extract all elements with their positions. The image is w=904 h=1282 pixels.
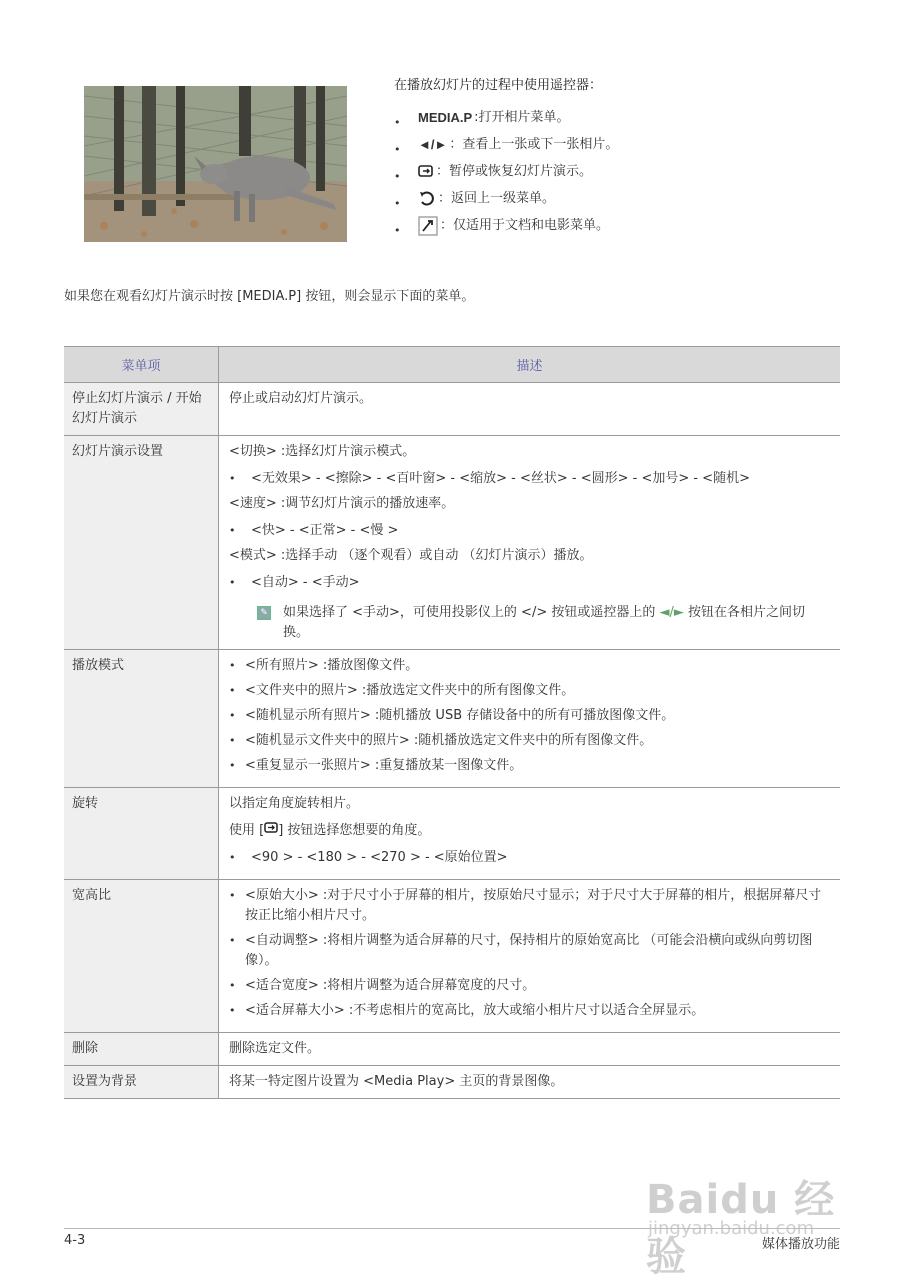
table-row — [64, 383, 840, 436]
desc-bullet: • <90 > - <180 > - <270 > - <原始位置> — [229, 848, 830, 868]
baidu-watermark — [646, 1150, 846, 1280]
desc-bullet: • <原始大小> :对于尺寸小于屏幕的相片，按原始尺寸显示；对于尺寸大于屏幕的相片，根据屏幕尺寸按正比缩小相片尺寸。 — [229, 886, 830, 926]
table-row — [64, 436, 840, 650]
desc-bullet: • <随机显示文件夹中的照片> :随机播放选定文件夹中的所有图像文件。 — [229, 731, 830, 751]
bullet: • — [394, 116, 401, 129]
desc-bullet: • <随机显示所有照片> :随机播放 USB 存储设备中的所有可播放图像文件。 — [229, 706, 830, 726]
desc-line: <模式> :选择手动 （逐个观看）或自动 （幻灯片演示）播放。 — [229, 548, 593, 563]
desc-text: 使用 [ — [229, 823, 265, 838]
desc-bullet: • <自动调整> :将相片调整为适合屏幕的尺寸，保持相片的原始宽高比 （可能会沿横向或纵向剪切图像）。 — [229, 931, 830, 971]
desc-bullet: • <适合屏幕大小> :不考虑相片的宽高比，放大或缩小相片尺寸以适合全屏显示。 — [229, 1001, 830, 1021]
menu-item-label: 幻灯片演示设置 — [64, 436, 219, 650]
table-row — [64, 1033, 840, 1066]
menu-item-label: 停止幻灯片演示 / 开始幻灯片演示 — [64, 383, 219, 436]
desc-text: ] 按钮选择您想要的角度。 — [278, 823, 431, 838]
watermark-logo: Baidu 经验 — [646, 1177, 836, 1280]
intro-text: 如果您在观看幻灯片演示时按 [MEDIA.P] 按钮，则会显示下面的菜单。 — [64, 289, 475, 304]
remote-item-tools — [394, 212, 854, 239]
remote-item-text: :打开相片菜单。 — [474, 109, 570, 125]
desc-bullet: • <文件夹中的照片> :播放选定文件夹中的所有图像文件。 — [229, 681, 830, 701]
remote-item-media-p — [394, 104, 854, 131]
kangaroo-photo — [84, 86, 347, 242]
menu-table — [64, 346, 840, 1099]
bullet: • — [394, 224, 401, 237]
desc-bullet: • <适合宽度> :将相片调整为适合屏幕宽度的尺寸。 — [229, 976, 830, 996]
page-number: 4-3 — [64, 1233, 86, 1248]
note-text-b: 按钮在各相片之间切换。 — [283, 605, 805, 640]
remote-item-text: ：返回上一级菜单。 — [438, 190, 556, 206]
watermark-url: jingyan.baidu.com — [648, 1218, 815, 1239]
remote-item-prev-next — [394, 131, 854, 158]
footer-divider — [64, 1228, 840, 1229]
enter-icon — [418, 165, 434, 179]
menu-item-label: 播放模式 — [64, 650, 219, 788]
remote-item-text: ：仅适用于文档和电影菜单。 — [440, 217, 610, 233]
menu-item-desc — [219, 880, 841, 1033]
menu-item-label: 删除 — [64, 1033, 219, 1066]
table-row — [64, 1066, 840, 1099]
col-header-description: 描述 — [219, 347, 841, 383]
bullet: • — [394, 197, 401, 210]
remote-item-return — [394, 185, 854, 212]
enter-icon — [264, 823, 278, 838]
desc-line: 以指定角度旋转相片。 — [229, 796, 360, 811]
menu-item-desc: 将某一特定图片设置为 <Media Play> 主页的背景图像。 — [219, 1066, 841, 1099]
remote-item-text: ：暂停或恢复幻灯片演示。 — [436, 163, 593, 179]
note-text-a: 如果选择了 <手动>，可使用投影仪上的 </> 按钮或遥控器上的 — [283, 605, 660, 620]
col-header-menu-item: 菜单项 — [64, 347, 219, 383]
remote-title: 在播放幻灯片的过程中使用遥控器： — [394, 78, 603, 93]
desc-line — [229, 821, 830, 841]
table-row — [64, 788, 840, 880]
desc-bullet: • <自动> - <手动> — [229, 573, 830, 593]
table-header-row — [64, 347, 840, 383]
menu-item-desc — [219, 650, 841, 788]
prev-next-icon: ◄/► — [418, 136, 448, 152]
desc-line: <切换> :选择幻灯片演示模式。 — [229, 444, 416, 459]
desc-line: <速度> :调节幻灯片演示的播放速率。 — [229, 496, 455, 511]
chapter-title: 媒体播放功能 — [761, 1237, 840, 1252]
menu-item-label: 旋转 — [64, 788, 219, 880]
remote-list — [394, 104, 854, 239]
table-row — [64, 880, 840, 1033]
menu-item-desc: 删除选定文件。 — [219, 1033, 841, 1066]
desc-bullet: • <重复显示一张照片> :重复播放某一图像文件。 — [229, 756, 830, 776]
menu-item-desc — [219, 788, 841, 880]
menu-item-desc — [219, 436, 841, 650]
remote-item-text: ：查看上一张或下一张相片。 — [449, 136, 619, 152]
menu-item-desc: 停止或启动幻灯片演示。 — [219, 383, 841, 436]
bullet: • — [394, 143, 401, 156]
note — [257, 603, 830, 643]
menu-item-label: 设置为背景 — [64, 1066, 219, 1099]
prev-next-icon: ◄/► — [659, 605, 684, 620]
desc-bullet: • <无效果> - <擦除> - <百叶窗> - <缩放> - <丝状> - <圆形> - <加号> - <随机> — [229, 469, 830, 489]
note-icon: ✎ — [257, 606, 271, 620]
menu-item-label: 宽高比 — [64, 880, 219, 1033]
desc-bullet: • <快> - <正常> - <慢 > — [229, 521, 830, 541]
tools-icon — [418, 216, 438, 236]
bullet: • — [394, 170, 401, 183]
media-p-key: MEDIA.P — [418, 109, 473, 125]
remote-item-enter — [394, 158, 854, 185]
remote-control-section — [394, 76, 854, 239]
desc-bullet: • <所有照片> :播放图像文件。 — [229, 656, 830, 676]
return-icon — [418, 190, 436, 208]
table-row — [64, 650, 840, 788]
